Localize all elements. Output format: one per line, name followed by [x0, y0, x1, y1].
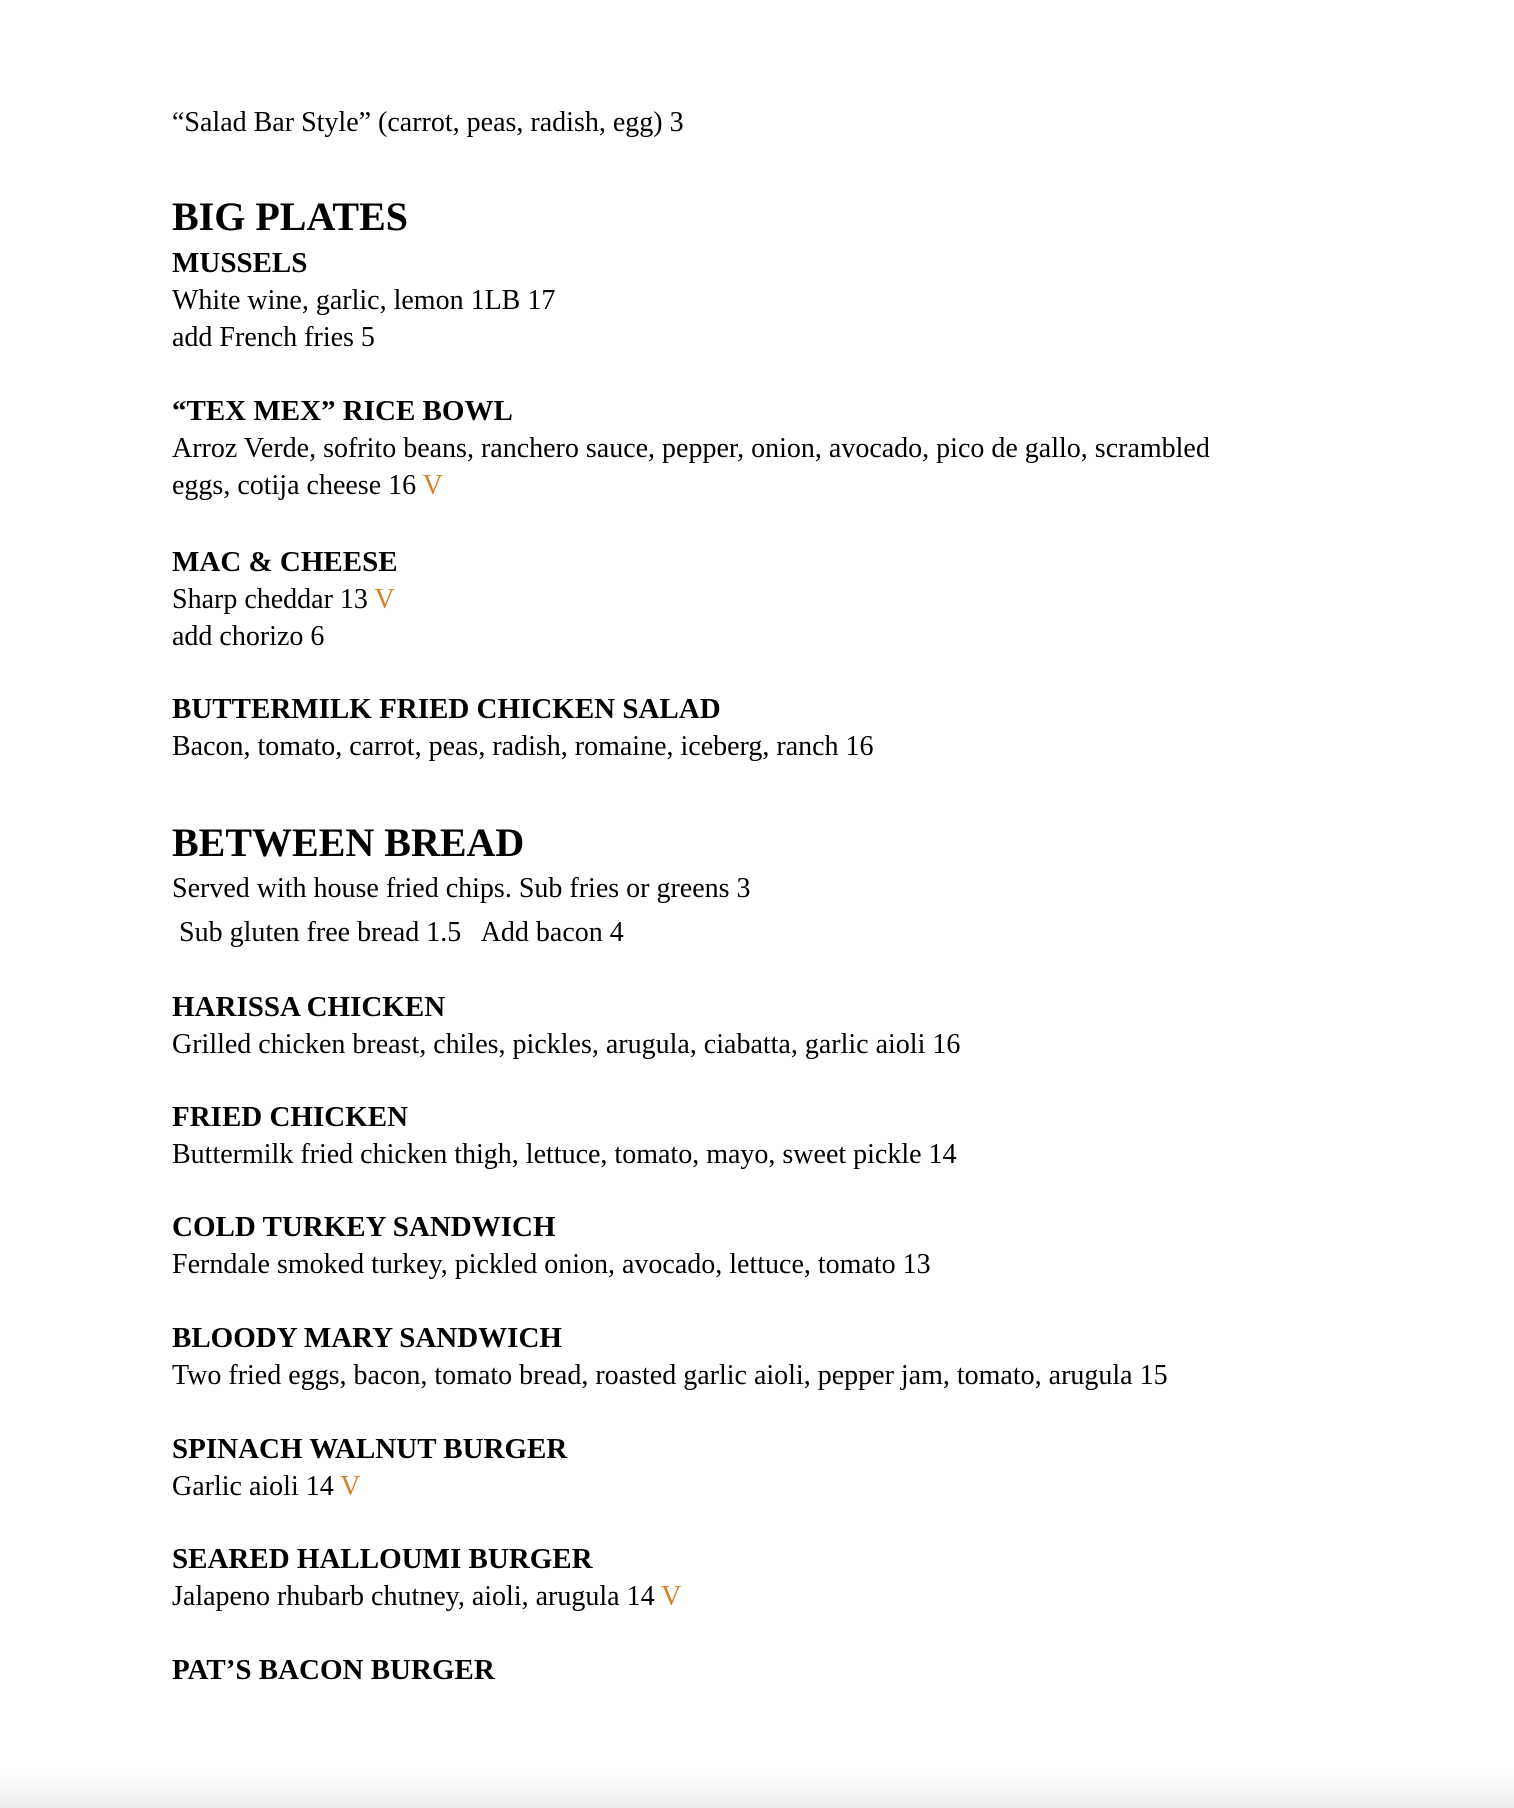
item-description: Garlic aioli 14 V — [172, 1471, 361, 1502]
item-description: Sharp cheddar 13 V — [172, 584, 395, 615]
vegetarian-marker: V — [340, 1471, 361, 1502]
item-title-bloody-mary-sandwich: BLOODY MARY SANDWICH — [172, 1322, 562, 1354]
item-title-buttermilk-fried-chicken-salad: BUTTERMILK FRIED CHICKEN SALAD — [172, 693, 721, 725]
item-description: Grilled chicken breast, chiles, pickles, arugula, ciabatta, garlic aioli 16 — [172, 1029, 961, 1060]
vegetarian-marker: V — [374, 584, 395, 615]
item-title-tex-mex-rice-bowl: “TEX MEX” RICE BOWL — [172, 395, 513, 427]
item-description: Arroz Verde, sofrito beans, ranchero sauce, pepper, onion, avocado, pico de gallo, scrambled — [172, 433, 1210, 464]
section-title-big-plates: BIG PLATES — [172, 194, 408, 239]
section-note: Sub gluten free bread 1.5 Add bacon 4 — [172, 917, 624, 948]
vegetarian-marker: V — [422, 470, 443, 501]
item-description: Bacon, tomato, carrot, peas, radish, romaine, iceberg, ranch 16 — [172, 731, 874, 762]
item-description: Jalapeno rhubarb chutney, aioli, arugula 14 V — [172, 1581, 682, 1612]
item-title-seared-halloumi-burger: SEARED HALLOUMI BURGER — [172, 1543, 593, 1575]
item-description: Buttermilk fried chicken thigh, lettuce, tomato, mayo, sweet pickle 14 — [172, 1139, 957, 1170]
item-title-mussels: MUSSELS — [172, 247, 308, 279]
item-title-fried-chicken: FRIED CHICKEN — [172, 1101, 409, 1133]
item-description-continued: eggs, cotija cheese 16 V — [172, 470, 443, 501]
item-title-pats-bacon-burger: PAT’S BACON BURGER — [172, 1654, 495, 1686]
item-title-spinach-walnut-burger: SPINACH WALNUT BURGER — [172, 1433, 568, 1465]
item-title-mac-and-cheese: MAC & CHEESE — [172, 546, 398, 578]
item-title-cold-turkey-sandwich: COLD TURKEY SANDWICH — [172, 1211, 556, 1243]
item-description: White wine, garlic, lemon 1LB 17 — [172, 285, 556, 316]
section-note: Served with house fried chips. Sub fries or greens 3 — [172, 873, 751, 904]
section-title-between-bread: BETWEEN BREAD — [172, 820, 525, 865]
item-description: Ferndale smoked turkey, pickled onion, avocado, lettuce, tomato 13 — [172, 1249, 931, 1280]
item-title-harissa-chicken: HARISSA CHICKEN — [172, 991, 446, 1023]
item-description: Two fried eggs, bacon, tomato bread, roasted garlic aioli, pepper jam, tomato, arugula 15 — [172, 1360, 1168, 1391]
salad-bar-style-line: “Salad Bar Style” (carrot, peas, radish, egg) 3 — [172, 107, 684, 138]
vegetarian-marker: V — [661, 1581, 682, 1612]
item-add-on: add chorizo 6 — [172, 621, 325, 652]
page-bottom-edge — [0, 1772, 1514, 1808]
item-add-on: add French fries 5 — [172, 322, 375, 353]
